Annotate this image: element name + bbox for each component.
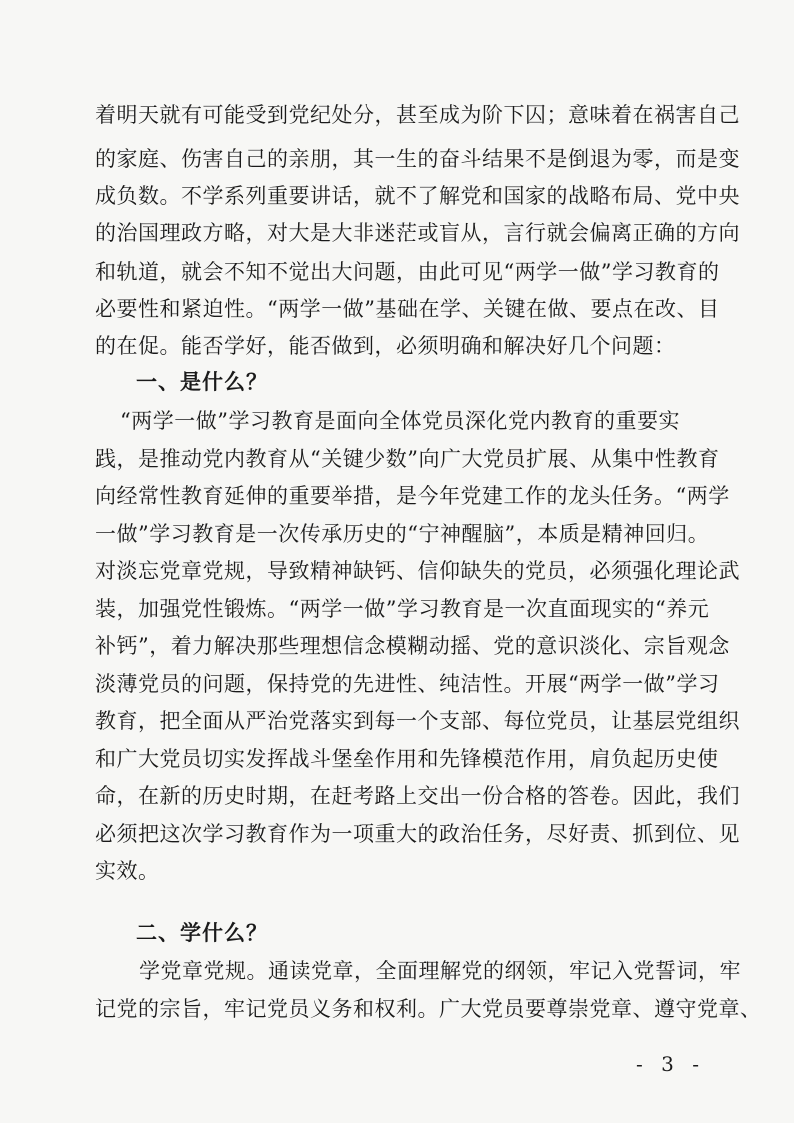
paragraph-line: 对淡忘党章党规，导致精神缺钙、信仰缺失的党员，必须强化理论武 [95, 559, 740, 583]
paragraph-line: 装，加强党性锻炼。“两学一做”学习教育是一次直面现实的“养元 [95, 597, 710, 621]
paragraph-line: 的家庭、伤害自己的亲朋，其一生的奋斗结果不是倒退为零，而是变 [95, 147, 740, 171]
paragraph-line: 着明天就有可能受到党纪处分，甚至成为阶下囚；意味着在祸害自己 [95, 103, 740, 127]
page-number: - 3 - [636, 1052, 705, 1076]
paragraph-line: 的在促。能否学好，能否做到，必须明确和解决好几个问题： [95, 334, 676, 358]
paragraph-line: 必要性和紧迫性。“两学一做”基础在学、关键在做、要点在改、目 [95, 297, 720, 321]
paragraph-line: 补钙”，着力解决那些理想信念模糊动摇、党的意识淡化、宗旨观念 [95, 634, 730, 658]
paragraph-line: 命，在新的历史时期，在赶考路上交出一份合格的答卷。因此，我们 [95, 784, 740, 808]
paragraph-line: 教育，把全面从严治党落实到每一个支部、每位党员，让基层党组织 [95, 709, 740, 733]
paragraph-line: 淡薄党员的问题，保持党的先进性、纯洁性。开展“两学一做”学习 [95, 672, 720, 696]
paragraph-line: 实效。 [95, 859, 160, 883]
section-heading: 二、学什么？ [136, 921, 268, 945]
paragraph-line: “两学一做”学习教育是面向全体党员深化党内教育的重要实 [120, 409, 680, 433]
paragraph-line: 和广大党员切实发挥战斗堡垒作用和先锋模范作用，肩负起历史使 [95, 747, 719, 771]
paragraph-line: 的治国理政方略，对大是大非迷茫或盲从，言行就会偏离正确的方向 [95, 221, 740, 245]
paragraph-line: 学党章党规。通读党章，全面理解党的纲领，牢记入党誓词，牢 [139, 959, 741, 983]
paragraph-line: 必须把这次学习教育作为一项重大的政治任务，尽好责、抓到位、见 [95, 822, 740, 846]
section-heading: 一、是什么？ [136, 370, 268, 394]
paragraph-line: 向经常性教育延伸的重要举措，是今年党建工作的龙头任务。“两学 [95, 484, 730, 508]
paragraph-line: 记党的宗旨，牢记党员义务和权利。广大党员要尊崇党章、遵守党章、 [95, 997, 762, 1021]
paragraph-line: 践，是推动党内教育从“关键少数”向广大党员扩展、从集中性教育 [95, 447, 720, 471]
paragraph-line: 和轨道，就会不知不觉出大问题，由此可见“两学一做”学习教育的 [95, 260, 720, 284]
paragraph-line: 成负数。不学系列重要讲话，就不了解党和国家的战略布局、党中央 [95, 184, 740, 208]
paragraph-line: 一做”学习教育是一次传承历史的“宁神醒脑”，本质是精神回归。 [95, 522, 710, 546]
